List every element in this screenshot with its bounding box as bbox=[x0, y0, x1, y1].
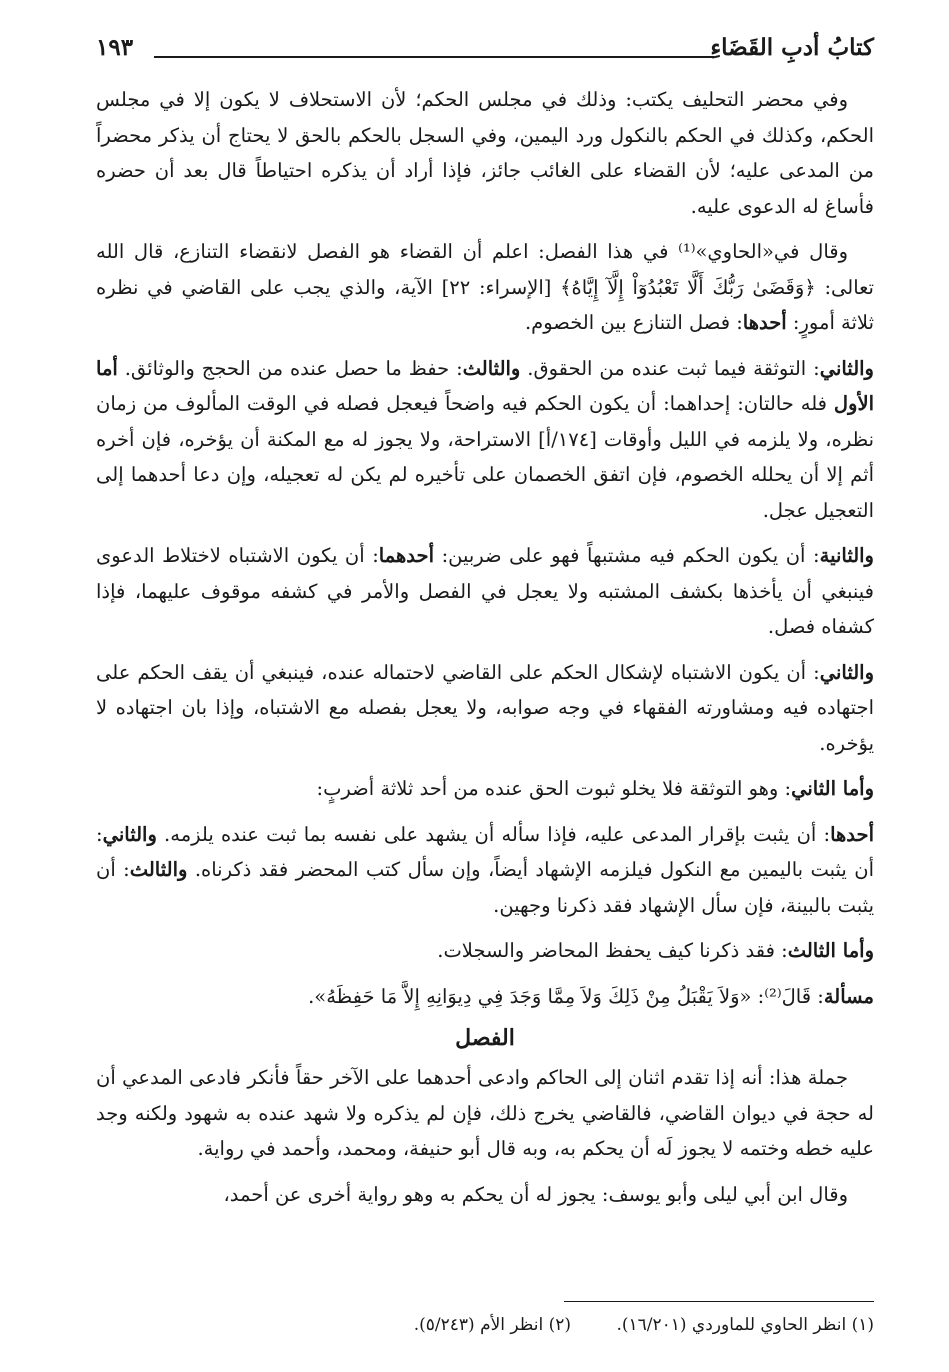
text-run: : حفظ ما حصل عنده من الحجج والوثائق. bbox=[117, 356, 463, 380]
bold-term: وأما الثاني bbox=[791, 777, 874, 800]
paragraph bbox=[96, 1060, 874, 1167]
bold-term: وأما الثالث bbox=[787, 939, 874, 962]
paragraph bbox=[96, 234, 874, 341]
paragraph bbox=[96, 979, 874, 1015]
footnotes bbox=[96, 1312, 874, 1338]
footnote: (٢) انظر الأم (٥/٢٤٣). bbox=[413, 1315, 572, 1335]
text-run: وقال في«الحاوي»⁽¹⁾ في هذا الفصل: اعلم أن القضاء هو الفصل لانقضاء التنازع، قال الله تعالى: ﴿وَقَضَىٰ رَبُّكَ أَلَّا تَعْبُدُوٓاْ إِلَّآ إِيَّاهُ﴾ [الإسراء: ٢٢] الآية، والذي يجب على القاضي في نظره ثلاثة أمورٍ: bbox=[96, 240, 874, 334]
paragraph bbox=[96, 1177, 874, 1213]
paragraph bbox=[96, 933, 874, 969]
text-run: : وهو التوثقة فلا يخلو ثبوت الحق عنده من أحد ثلاثة أضربٍ: bbox=[316, 777, 792, 800]
text-run: : أن يكون الاشتباه لاختلاط الدعوى فينبغي أن يأخذها بكشف المشتبه ولا يعجل في الفصل والأمر في كشفه موقوف عليهما، فإذا كشفاه فصل. bbox=[96, 544, 874, 638]
footnote-rule bbox=[564, 1301, 874, 1302]
bold-term: أحدها bbox=[742, 311, 787, 334]
paragraph bbox=[96, 82, 874, 224]
bold-term: والثالث bbox=[462, 356, 521, 380]
bold-term: والثالث bbox=[129, 858, 188, 881]
page-number: ١٩٣ bbox=[96, 34, 134, 61]
paragraph bbox=[96, 351, 874, 529]
page-header bbox=[96, 30, 874, 70]
running-title: كتابُ أدبِ القَضَاءِ bbox=[710, 34, 874, 61]
text-run: : التوثقة فيما ثبت عنده من الحقوق. bbox=[520, 356, 820, 380]
text-run: : فصل التنازع بين الخصوم. bbox=[524, 311, 743, 334]
paragraph bbox=[96, 538, 874, 645]
bold-term: أحدهما bbox=[378, 544, 435, 567]
text-run: فله حالتان: إحداهما: أن يكون الحكم فيه واضحاً فيعجل فصله في الوقت المألوف من زمان نظره، ولا يلزمه في الليل وأوقات [١٧٤/أ] الاستراحة، ولا يجوز له مع المكنة أن يؤخره، فإن أخره أثم إلا أن يحلله الخصوم، فإن اتفق الخصمان على تأخيره لم يكن له تعجيله، وإن دعا أحدهما إلى التعجيل عجل. bbox=[96, 392, 875, 522]
paragraph bbox=[96, 817, 874, 924]
text-run: وقال ابن أبي ليلى وأبو يوسف: يجوز له أن يحكم به وهو رواية أخرى عن أحمد، bbox=[223, 1182, 848, 1206]
text-run: : أن يثبت باليمين مع النكول فيلزمه الإشهاد أيضاً، وإن سأل كتب المحضر فقد ذكرناه. bbox=[96, 822, 874, 881]
bold-term: والثاني bbox=[819, 356, 874, 380]
text-run: جملة هذا: أنه إذا تقدم اثنان إلى الحاكم وادعى أحدهما على الآخر حقاً فأنكر فادعى المدعي أن له حجة في ديوان القاضي، فالقاضي يخرج ذلك، فإن لم يذكره ولا شهد عنده به شهود ولكنه وجد عليه خطه وختمه لا يجوز لَه أن يحكم به، وبه قال أبو حنيفة، ومحمد، وأحمد في رواية. bbox=[96, 1066, 874, 1160]
text-run: : أن يكون الحكم فيه مشتبهاً فهو على ضربين: bbox=[434, 544, 820, 567]
text-run: وفي محضر التحليف يكتب: وذلك في مجلس الحكم؛ لأن الاستحلاف لا يكون إلا في مجلس الحكم، وكذلك في الحكم بالنكول ورد اليمين، وفي السجل بالحكم بالحق لا يحتاج أن يذكر محضراً من المدعى عليه؛ لأن القضاء على الغائب جائز، فإذا أراد أن يذكره احتياطاً قال بعد أن حضره فأساغ له الدعوى عليه. bbox=[96, 88, 874, 218]
footnote: (١) انظر الحاوي للماوردي (١٦/٢٠١). bbox=[616, 1315, 874, 1335]
text-run: : فقد ذكرنا كيف يحفظ المحاضر والسجلات. bbox=[437, 939, 788, 962]
bold-term: أما الأول bbox=[96, 356, 874, 415]
text-run: : أن يثبت بالبينة، فإن سأل الإشهاد فقد ذكرنا وجهين. bbox=[96, 858, 874, 917]
bold-term: أحدها bbox=[830, 822, 874, 846]
bold-term: والثاني bbox=[819, 660, 874, 684]
bold-term: والثاني bbox=[102, 822, 157, 846]
bold-term: مسألة bbox=[823, 984, 874, 1008]
section-heading: الفصل bbox=[455, 1025, 515, 1051]
book-page bbox=[96, 30, 874, 1350]
paragraph bbox=[96, 771, 874, 807]
text-run: : قَالَ⁽²⁾: «وَلاَ يَقْبَلُ مِنْ ذَلِكَ وَلاَ مِمَّا وَجَدَ فِي دِيوَانِهِ إِلاَّ مَا حَفِظَهُ». bbox=[308, 984, 824, 1008]
header-rule bbox=[154, 56, 714, 58]
text-run: : أن يثبت بإقرار المدعى عليه، فإذا سأله أن يشهد على نفسه بما ثبت عنده يلزمه. bbox=[156, 822, 831, 846]
text-run: : أن يكون الاشتباه لإشكال الحكم على القاضي لاحتماله عنده، فينبغي أن يقف الحكم على اجتهاده فيه ومشاورته الفقهاء في وجه صوابه، ولا يعجل بفصله مع الاشتباه، وإذا بان اجتهاده لا يؤخره. bbox=[96, 660, 874, 755]
page-body bbox=[96, 82, 874, 1212]
bold-term: والثانية bbox=[819, 544, 874, 567]
paragraph bbox=[96, 655, 874, 762]
